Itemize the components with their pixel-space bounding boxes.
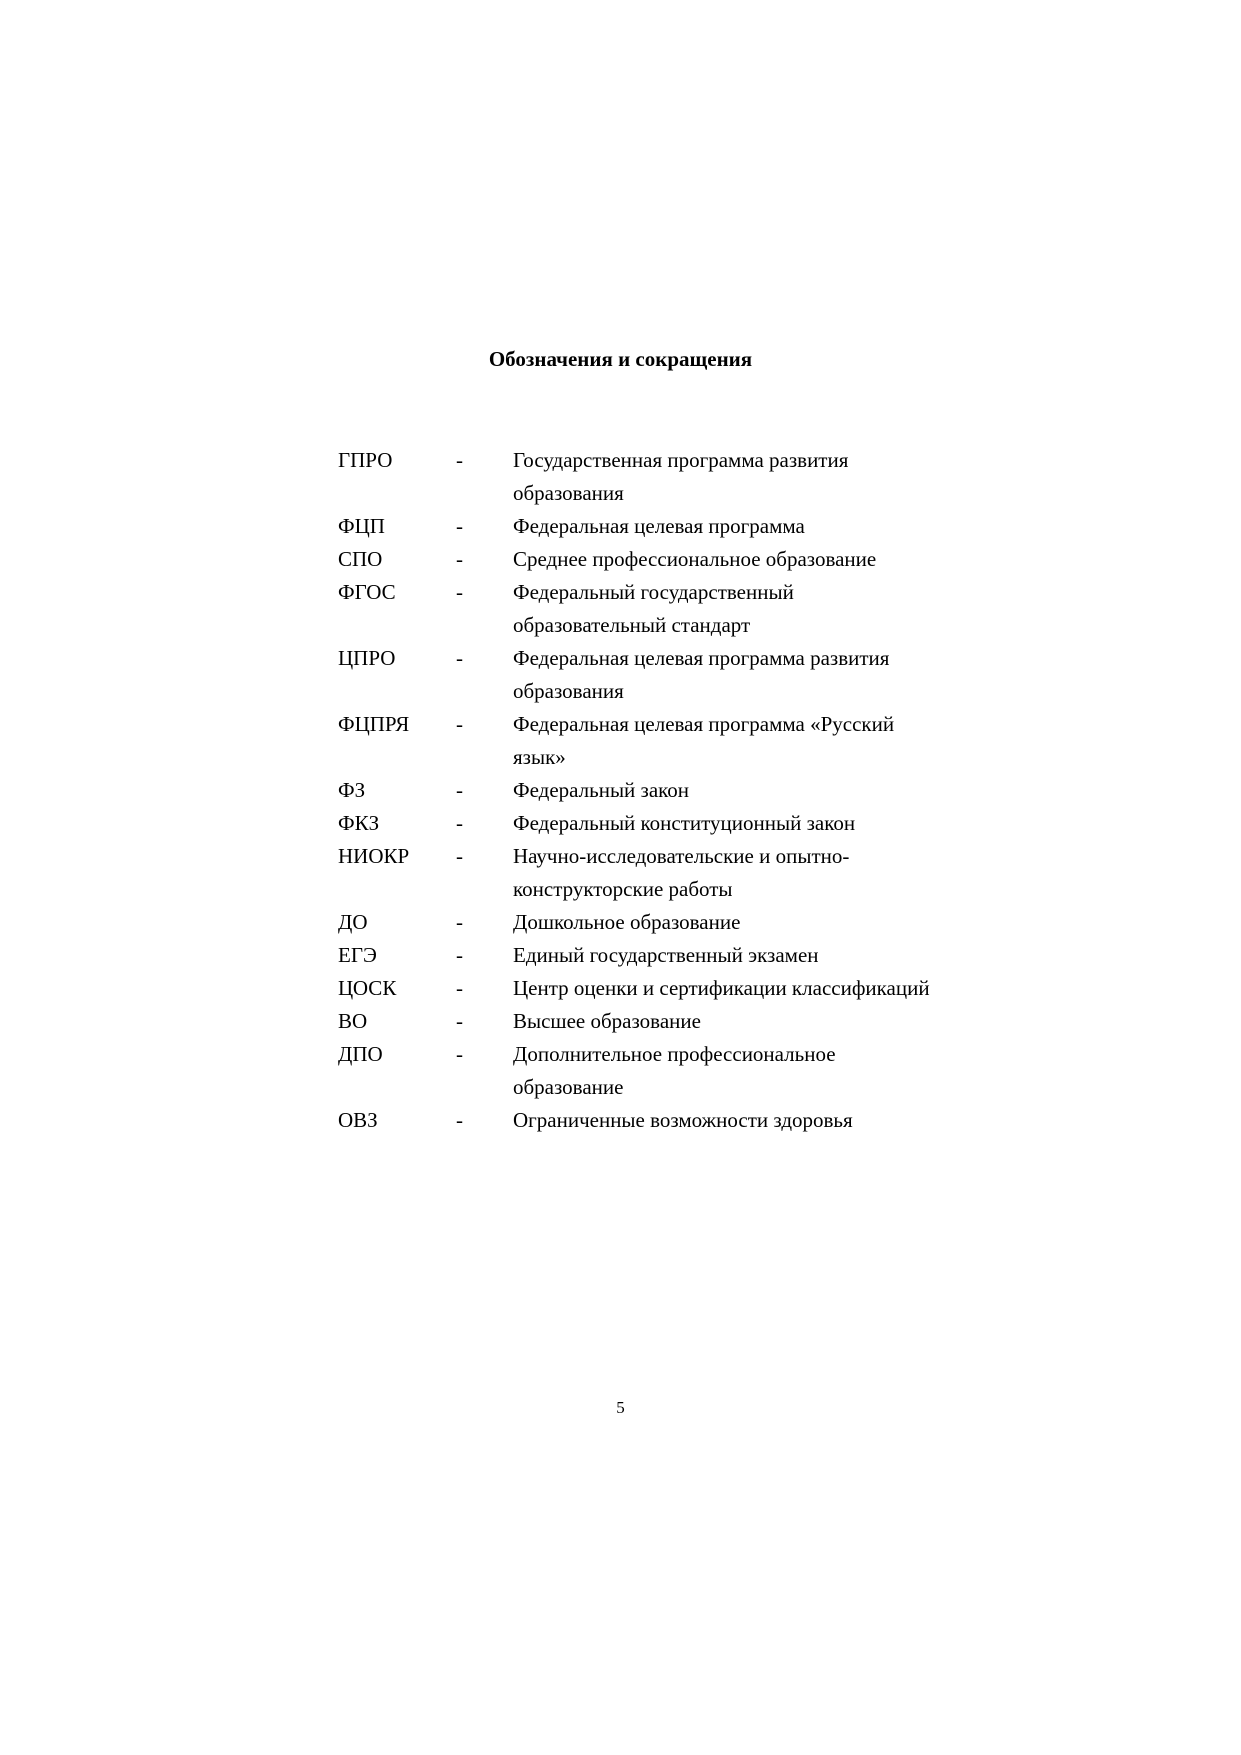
- abbreviation-row: [338, 543, 958, 576]
- abbreviation-definition: Государственная программа развития образования: [513, 448, 849, 505]
- abbreviation-term: ДО: [338, 910, 368, 934]
- abbreviation-definition: Среднее профессиональное образование: [513, 547, 877, 571]
- abbreviation-definition: Центр оценки и сертификации классификаций: [513, 976, 930, 1000]
- abbreviation-dash: -: [456, 1108, 463, 1132]
- abbreviation-definition: Федеральная целевая программа развития образования: [513, 646, 890, 703]
- abbreviation-row: [338, 708, 958, 774]
- abbreviation-term: ВО: [338, 1009, 368, 1033]
- abbreviations-list: [338, 444, 958, 1137]
- abbreviation-term: ФЦП: [338, 514, 385, 538]
- abbreviation-term: СПО: [338, 547, 383, 571]
- abbreviation-row: [338, 642, 958, 708]
- abbreviation-dash: -: [456, 514, 463, 538]
- abbreviation-term: ФЦПРЯ: [338, 712, 410, 736]
- abbreviation-definition: Федеральный государственный образовательный стандарт: [513, 580, 794, 637]
- abbreviation-row: [338, 774, 958, 807]
- abbreviation-term: ГПРО: [338, 448, 393, 472]
- abbreviation-definition: Дошкольное образование: [513, 910, 741, 934]
- abbreviation-definition: Научно-исследовательские и опытно- конструкторские работы: [513, 844, 850, 901]
- abbreviation-dash: -: [456, 943, 463, 967]
- abbreviation-dash: -: [456, 844, 463, 868]
- abbreviation-term: ДПО: [338, 1042, 383, 1066]
- abbreviation-dash: -: [456, 547, 463, 571]
- abbreviation-row: [338, 807, 958, 840]
- abbreviation-dash: -: [456, 712, 463, 736]
- abbreviation-dash: -: [456, 646, 463, 670]
- abbreviation-definition: Дополнительное профессиональное образование: [513, 1042, 836, 1099]
- abbreviation-definition: Федеральная целевая программа: [513, 514, 805, 538]
- abbreviation-term: ФЗ: [338, 778, 366, 802]
- abbreviation-definition: Единый государственный экзамен: [513, 943, 819, 967]
- abbreviation-row: [338, 1005, 958, 1038]
- abbreviation-term: ОВЗ: [338, 1108, 378, 1132]
- abbreviation-row: [338, 510, 958, 543]
- abbreviation-term: ЕГЭ: [338, 943, 377, 967]
- abbreviation-definition: Федеральная целевая программа «Русский язык»: [513, 712, 895, 769]
- abbreviation-row: [338, 972, 958, 1005]
- abbreviation-term: НИОКР: [338, 844, 410, 868]
- abbreviation-dash: -: [456, 778, 463, 802]
- page-title: Обозначения и сокращения: [488, 347, 753, 371]
- page-number: 5: [616, 1398, 625, 1417]
- abbreviation-definition: Высшее образование: [513, 1009, 701, 1033]
- abbreviation-dash: -: [456, 1042, 463, 1066]
- abbreviation-dash: -: [456, 811, 463, 835]
- abbreviation-dash: -: [456, 910, 463, 934]
- abbreviation-dash: -: [456, 976, 463, 1000]
- abbreviation-dash: -: [456, 580, 463, 604]
- abbreviation-term: ФКЗ: [338, 811, 380, 835]
- abbreviation-row: [338, 906, 958, 939]
- abbreviation-definition: Ограниченные возможности здоровья: [513, 1108, 853, 1132]
- abbreviation-term: ЦОСК: [338, 976, 397, 1000]
- abbreviation-row: [338, 1038, 958, 1104]
- abbreviation-dash: -: [456, 1009, 463, 1033]
- abbreviation-row: [338, 576, 958, 642]
- abbreviation-row: [338, 1104, 958, 1137]
- abbreviation-dash: -: [456, 448, 463, 472]
- abbreviation-row: [338, 444, 958, 510]
- abbreviation-definition: Федеральный закон: [513, 778, 690, 802]
- abbreviation-term: ФГОС: [338, 580, 396, 604]
- abbreviation-row: [338, 939, 958, 972]
- abbreviation-row: [338, 840, 958, 906]
- abbreviation-definition: Федеральный конституционный закон: [513, 811, 856, 835]
- abbreviation-term: ЦПРО: [338, 646, 396, 670]
